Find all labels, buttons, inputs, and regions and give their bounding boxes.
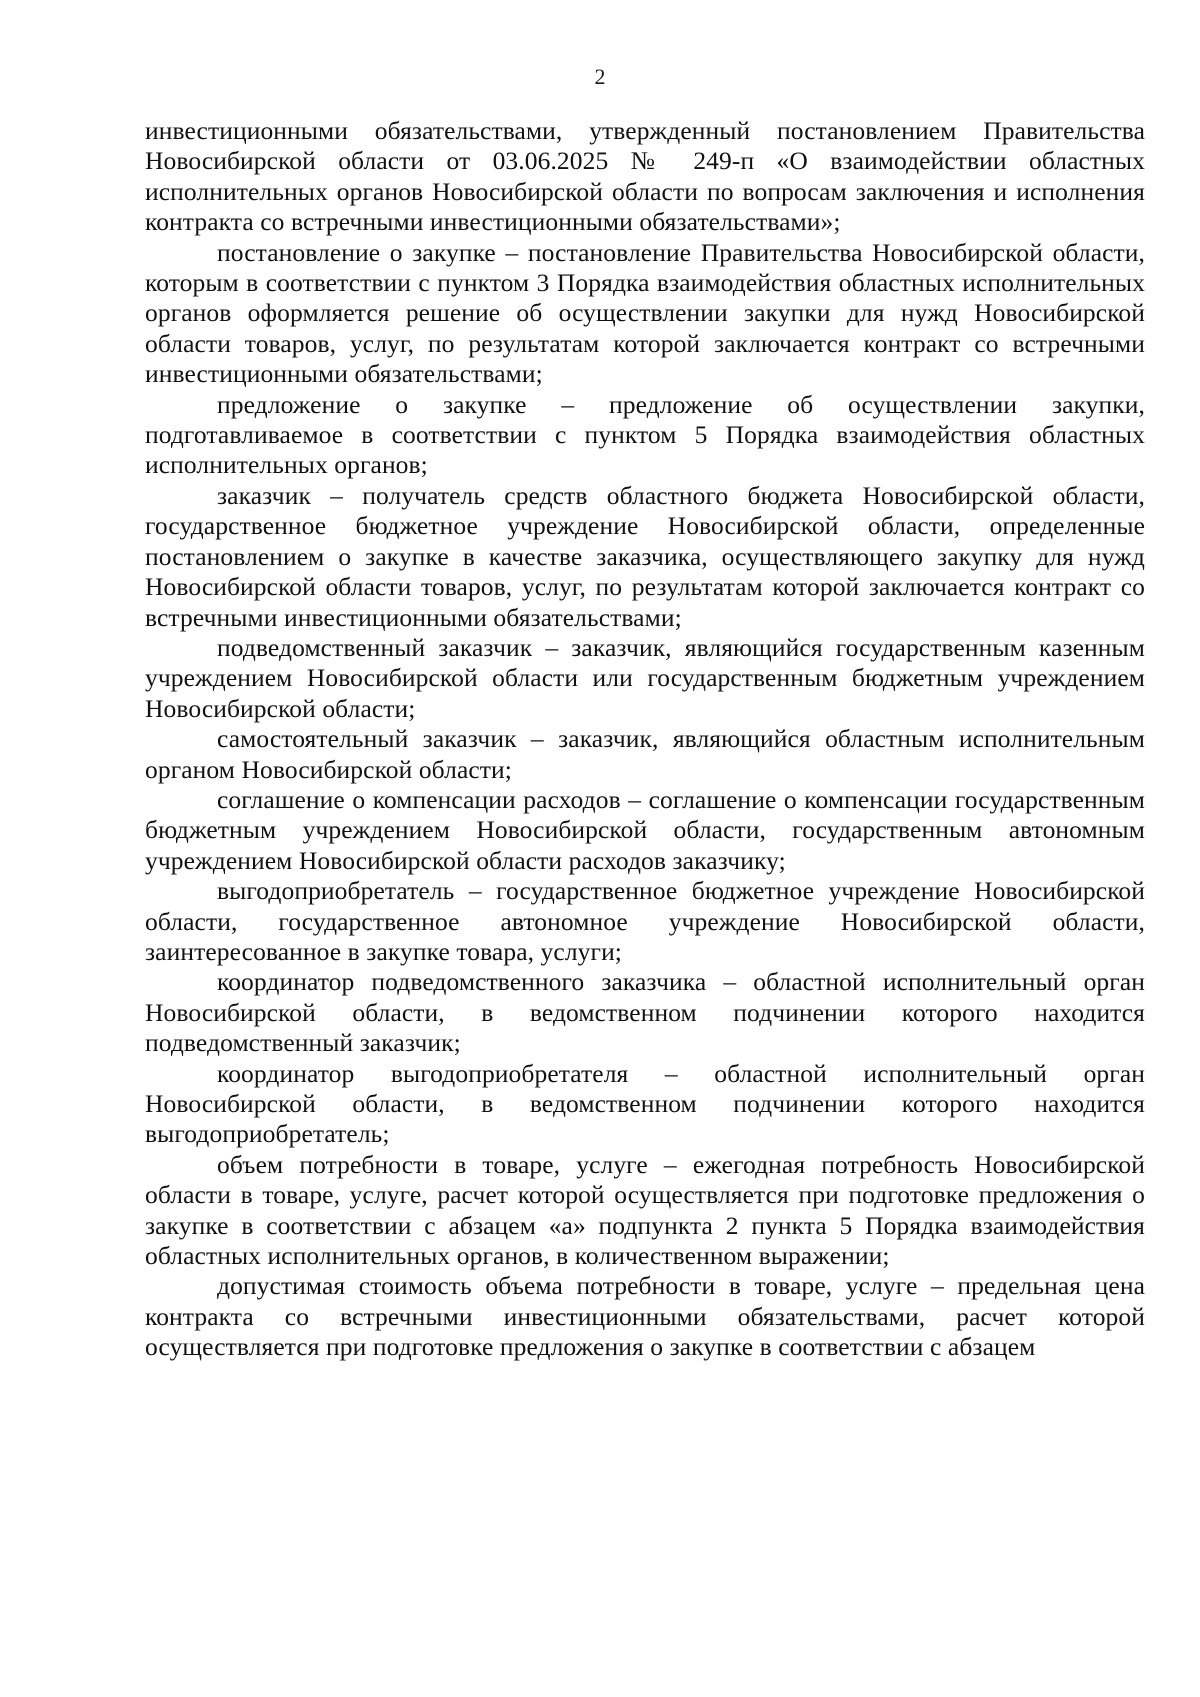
paragraph-definition-compensation-agreement: соглашение о компенсации расходов – соглашение о компенсации государственным бюджетным учреждением Новосибирской области, государственным автономным учреждением Новосибирской области расходов заказчику; (145, 784, 1145, 875)
paragraph-continuation: инвестиционными обязательствами, утвержденный постановлением Правительства Новосибирской области от 03.06.2025 № 249-п «О взаимодействии областных исполнительных органов Новосибирской области по вопросам заключения и исполнения контракта со встречными инвестиционными обязательствами»; (145, 116, 1145, 237)
paragraph-definition-beneficiary-coordinator: координатор выгодоприобретателя – областной исполнительный орган Новосибирской области, в ведомственном подчинении которого находится выгодоприобретатель; (145, 1058, 1145, 1149)
document-body (145, 116, 1145, 1363)
paragraph-definition-procurement-resolution: постановление о закупке – постановление Правительства Новосибирской области, которым в соответствии с пунктом 3 Порядка взаимодействия областных исполнительных органов оформляется решение об осуществлении закупки для нужд Новосибирской области товаров, услуг, по результатам которой заключается контракт со встречными инвестиционными обязательствами; (145, 237, 1145, 389)
page-number: 2 (594, 64, 606, 89)
paragraph-definition-procurement-proposal: предложение о закупке – предложение об осуществлении закупки, подготавливаемое в соответствии с пунктом 5 Порядка взаимодействия областных исполнительных органов; (145, 389, 1145, 480)
paragraph-definition-beneficiary: выгодоприобретатель – государственное бюджетное учреждение Новосибирской области, государственное автономное учреждение Новосибирской области, заинтересованное в закупке товара, услуги; (145, 876, 1145, 966)
paragraph-definition-independent-customer: самостоятельный заказчик – заказчик, являющийся областным исполнительным органом Новосибирской области; (145, 724, 1145, 784)
paragraph-definition-subordinate-customer: подведомственный заказчик – заказчик, являющийся государственным казенным учреждением Новосибирской области или государственным бюджетным учреждением Новосибирской области; (145, 632, 1145, 723)
paragraph-definition-subordinate-customer-coordinator: координатор подведомственного заказчика – областной исполнительный орган Новосибирской области, в ведомственном подчинении которого находится подведомственный заказчик; (145, 967, 1145, 1058)
paragraph-definition-allowable-cost: допустимая стоимость объема потребности в товаре, услуге – предельная цена контракта со встречными инвестиционными обязательствами, расчет которой осуществляется при подготовке предложения о закупке в соответствии с абзацем (145, 1271, 1145, 1362)
paragraph-definition-demand-volume: объем потребности в товаре, услуге – ежегодная потребность Новосибирской области в товаре, услуге, расчет которой осуществляется при подготовке предложения о закупке в соответствии с абзацем «а» подпункта 2 пункта 5 Порядка взаимодействия областных исполнительных органов, в количественном выражении; (145, 1149, 1145, 1271)
paragraph-definition-customer: заказчик – получатель средств областного бюджета Новосибирской области, государственное бюджетное учреждение Новосибирской области, определенные постановлением о закупке в качестве заказчика, осуществляющего закупку для нужд Новосибирской области товаров, услуг, по результатам которой заключается контракт со встречными инвестиционными обязательствами; (145, 480, 1145, 632)
